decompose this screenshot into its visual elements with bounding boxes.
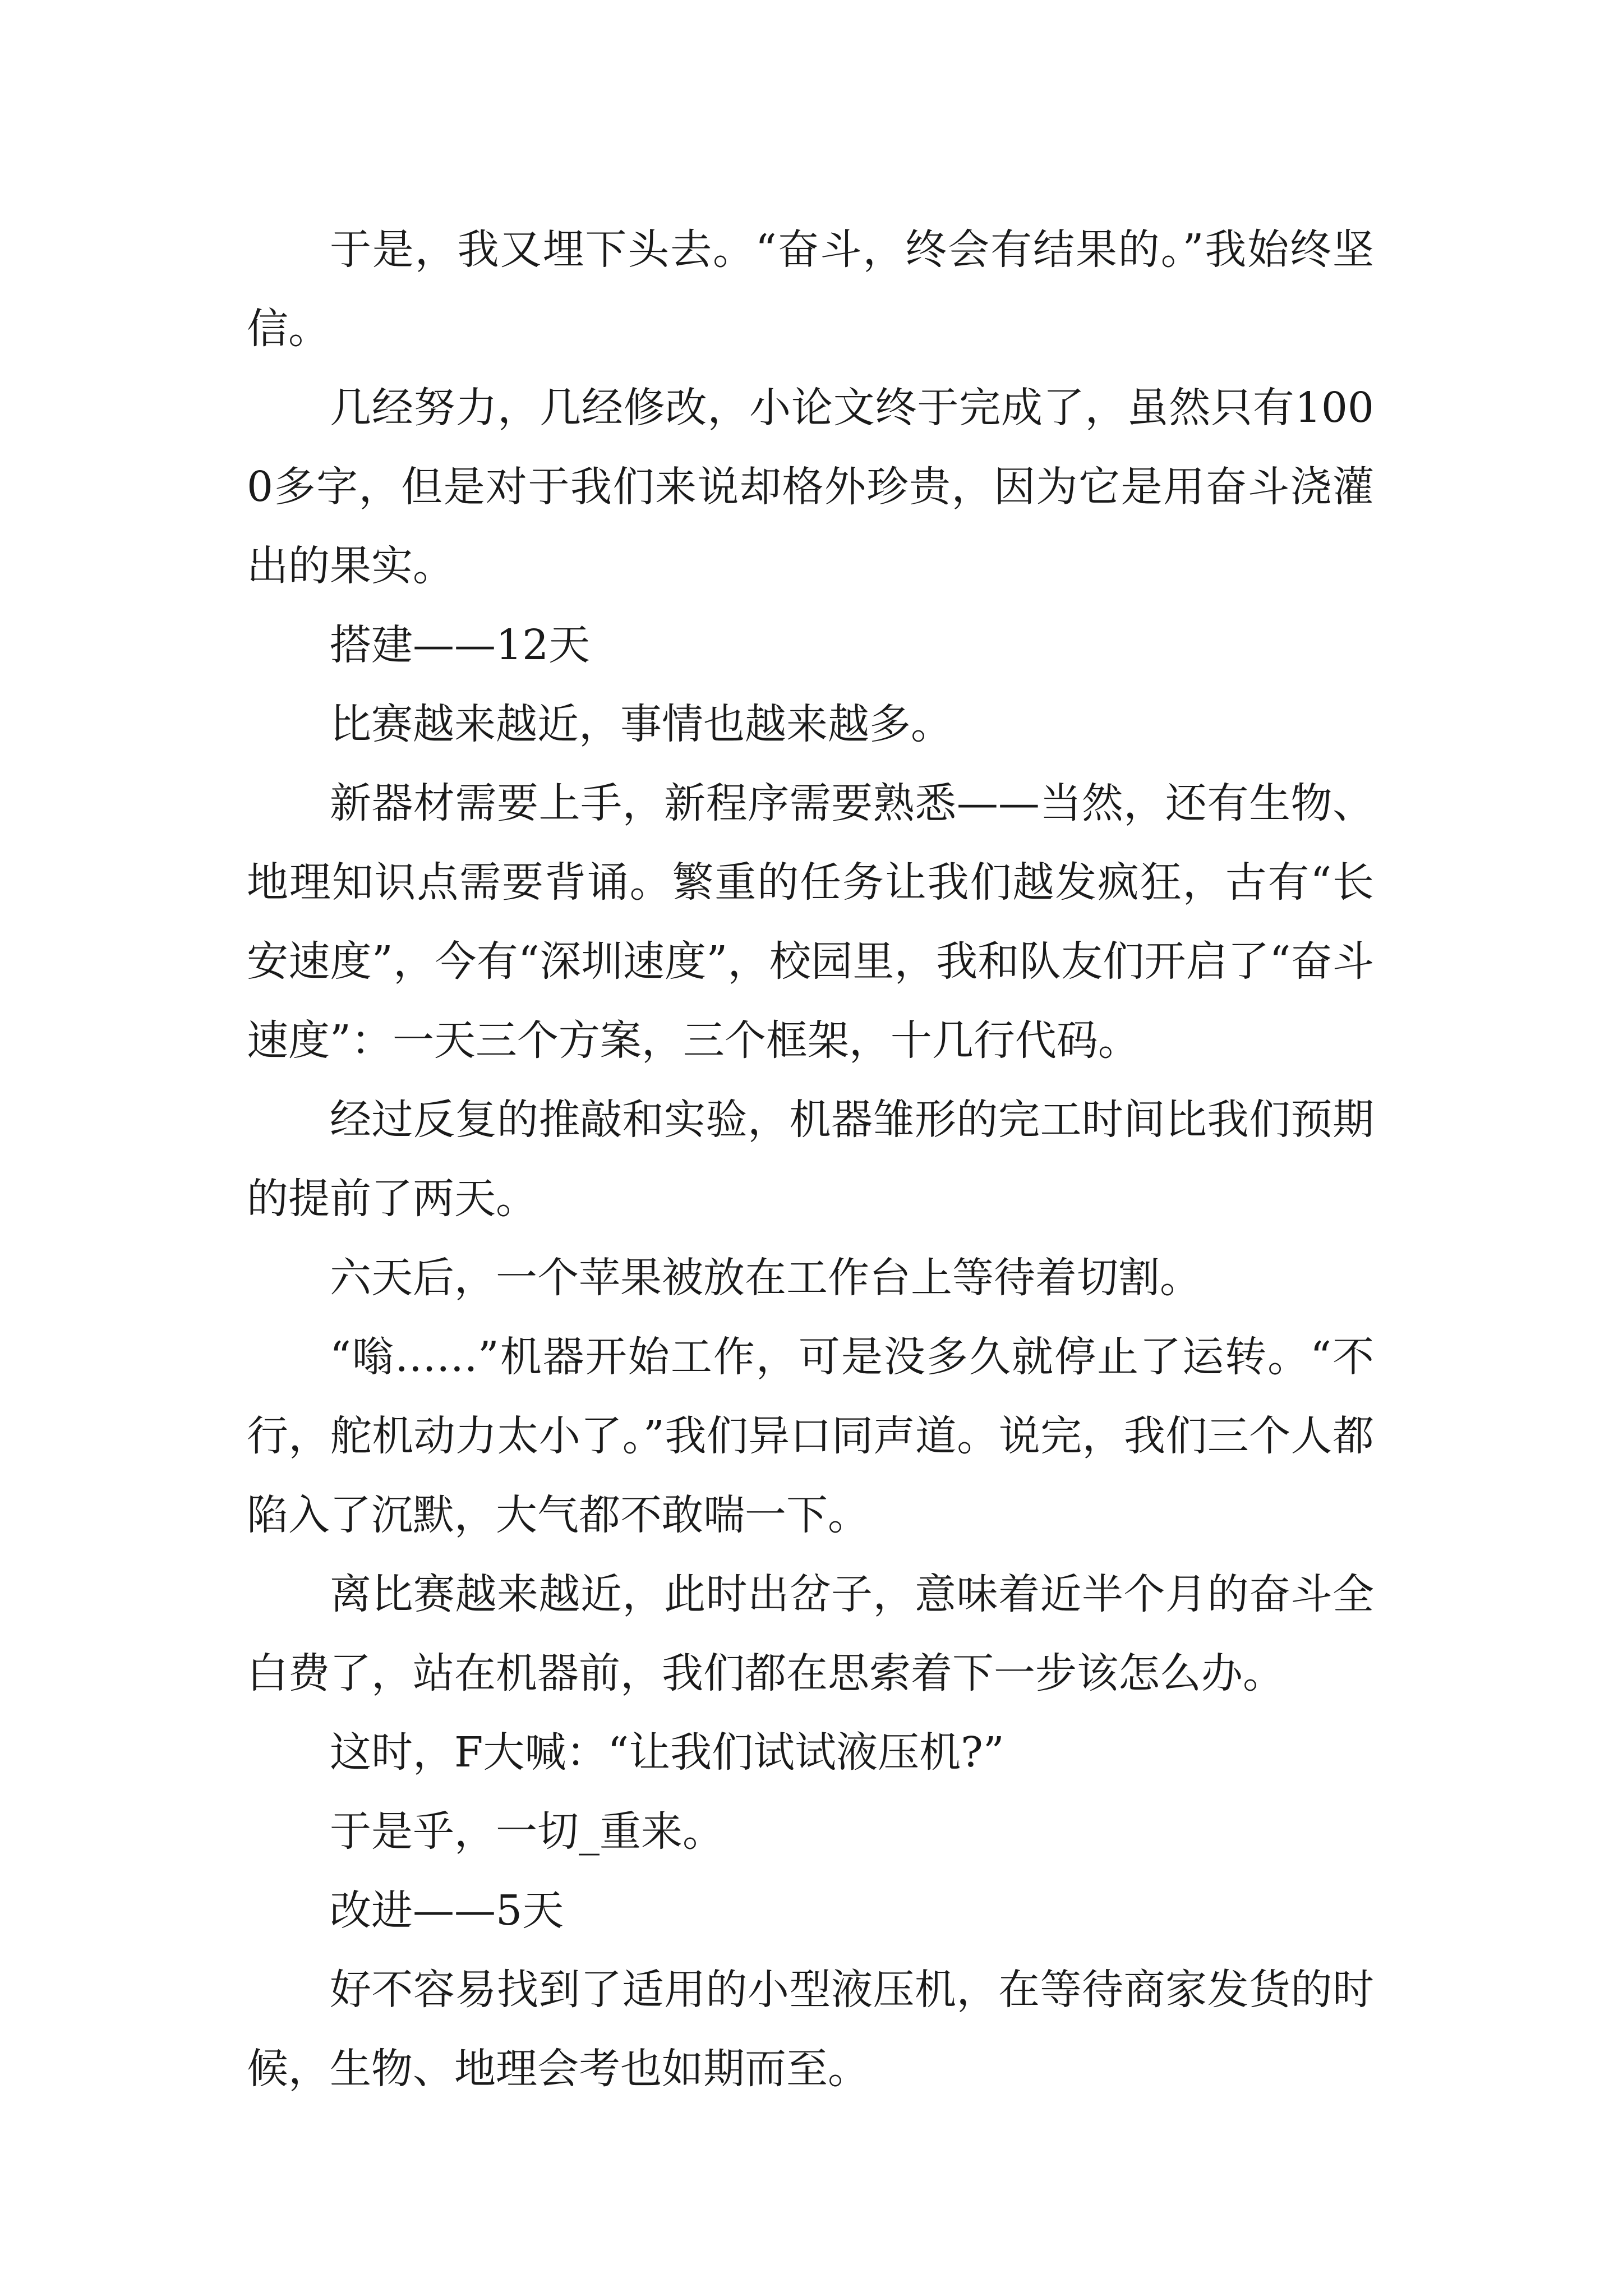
- paragraph: 离比赛越来越近，此时出岔子，意味着近半个月的奋斗全白费了，站在机器前，我们都在思索着下一步该怎么办。: [247, 1570, 1374, 1697]
- paragraph: 六天后，一个苹果被放在工作台上等待着切割。: [330, 1254, 1201, 1302]
- section-heading: 搭建——12天: [330, 621, 591, 669]
- paragraph: 新器材需要上手，新程序需要熟悉——当然，还有生物、地理知识点需要背诵。繁重的任务让我们越发疯狂，古有“长安速度”，今有“深圳速度”，校园里，我和队友们开启了“奋斗速度”：一天三个方案，三个框架，十几行代码。: [247, 779, 1374, 1065]
- paragraph: 经过反复的推敲和实验，机器雏形的完工时间比我们预期的提前了两天。: [247, 1096, 1374, 1223]
- paragraph: “嗡……”机器开始工作，可是没多久就停止了运转。“不行，舵机动力太小了。”我们异口同声道。说完，我们三个人都陷入了沉默，大气都不敢喘一下。: [247, 1333, 1374, 1539]
- paragraph: 几经努力，几经修改，小论文终于完成了，虽然只有1000多字，但是对于我们来说却格外珍贵，因为它是用奋斗浇灌出的果实。: [247, 384, 1374, 590]
- article-body: [247, 210, 1374, 2109]
- paragraph: 这时，F大喊：“让我们试试液压机?”: [330, 1728, 1004, 1777]
- paragraph: 比赛越来越近，事情也越来越多。: [330, 700, 952, 748]
- section-heading: 改进——5天: [330, 1887, 564, 1935]
- paragraph: 于是乎，一切_重来。: [330, 1807, 724, 1856]
- paragraph: 于是，我又埋下头去。“奋斗，终会有结果的。”我始终坚信。: [247, 226, 1374, 353]
- paragraph: 好不容易找到了适用的小型液压机，在等待商家发货的时候，生物、地理会考也如期而至。: [247, 1966, 1374, 2093]
